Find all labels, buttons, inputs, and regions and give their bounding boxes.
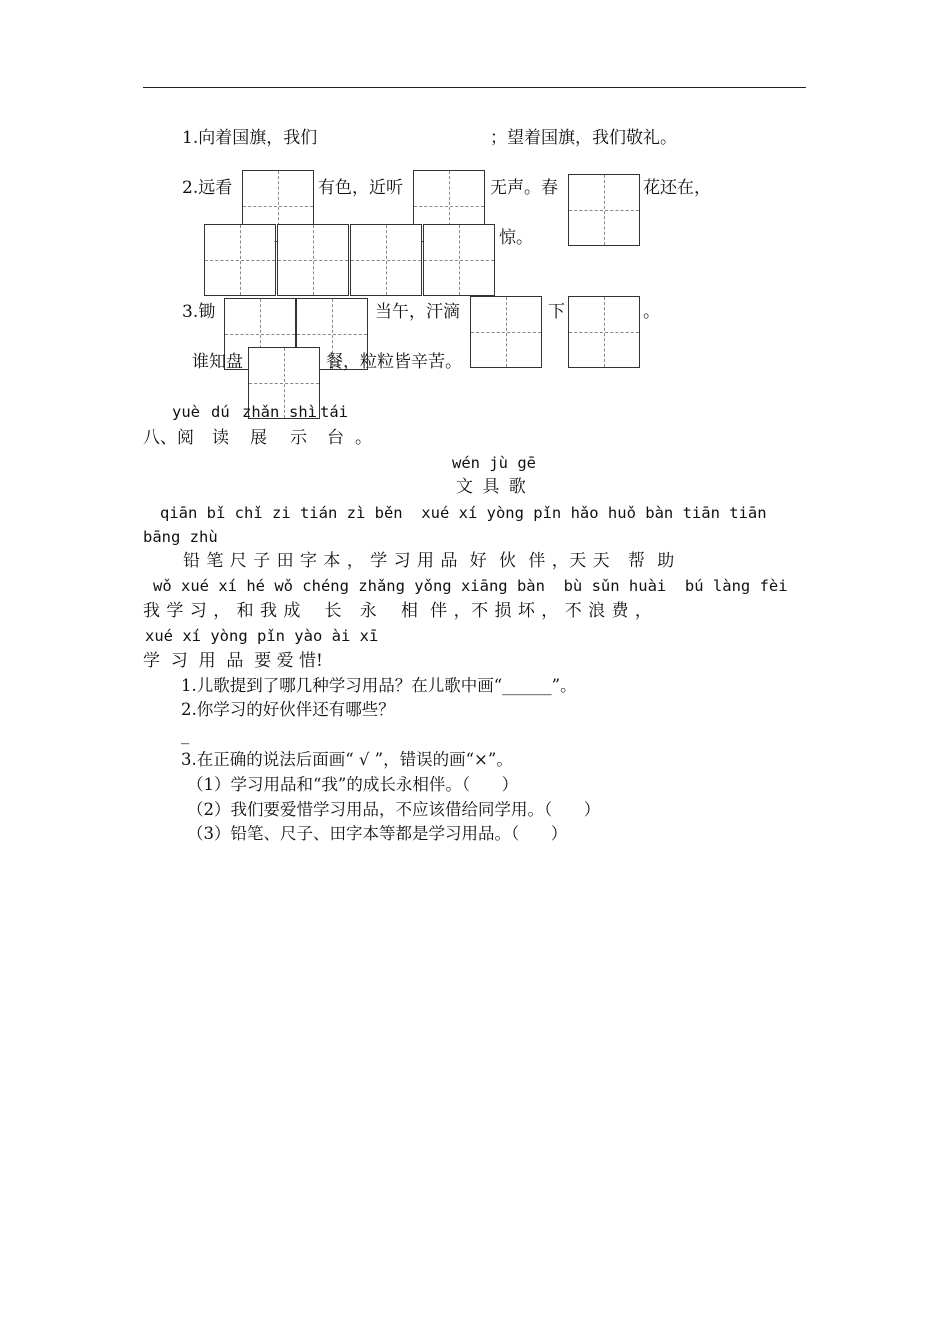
- section8-title-5: 台: [327, 428, 344, 448]
- poem-line2: 我 学 习 ， 和 我 成 长 永 相 伴 ，不 损 坏 ， 不 浪 费 ，: [143, 601, 653, 621]
- poem-line1-pinyin: qiān bǐ chǐ zi tián zì běn xué xí yòng pǐn hǎo huǒ bàn tiān tiān: [160, 504, 767, 522]
- section8-pinyin-4: shì: [289, 403, 317, 421]
- section8-title-2: 读: [212, 428, 229, 448]
- tian-grid-box[interactable]: [277, 224, 349, 296]
- q1-part2: ；望着国旗，我们敬礼。: [490, 128, 677, 148]
- tian-grid-box[interactable]: [423, 224, 495, 296]
- poem-line2-pinyin: wǒ xué xí hé wǒ chéng zhǎng yǒng xiāng bàn bù sǔn huài bú làng fèi: [153, 577, 788, 595]
- tian-grid-box[interactable]: [568, 174, 640, 246]
- question-2-answer-line[interactable]: _: [181, 725, 190, 744]
- poem-line3-pinyin: xué xí yòng pǐn yào ài xī: [145, 627, 379, 645]
- tian-grid-box[interactable]: [204, 224, 276, 296]
- section8-title-6: 。: [355, 428, 372, 448]
- section8-title-1: 八、阅: [143, 428, 194, 448]
- section8-pinyin-2: dú: [211, 403, 230, 421]
- poem-title: 文 具 歌: [456, 477, 528, 497]
- question-2: 2.你学习的好伙伴还有哪些？: [181, 700, 395, 719]
- question-3-item-1: （1）学习用品和“我”的成长永相伴。（ ）: [187, 775, 519, 794]
- q2-number: 2.远看: [182, 178, 233, 198]
- header-rule: [143, 87, 806, 88]
- poem-title-pinyin: wén jù gē: [452, 454, 536, 472]
- section8-pinyin-1: yuè: [172, 403, 200, 421]
- q3-line2-a: 谁知盘: [192, 352, 243, 372]
- question-3: 3.在正确的说法后面画“ √ ”，错误的画“×”。: [181, 750, 513, 769]
- q1-part1: 1.向着国旗，我们: [182, 128, 318, 148]
- poem-line1: 铅 笔 尺 子 田 字 本 ， 学 习 用 品 好 伙 伴 ，天 天 帮 助: [183, 551, 675, 571]
- q2-text-3: 花还在，: [643, 178, 711, 198]
- section8-pinyin-3: zhǎn: [242, 403, 280, 421]
- tian-grid-box[interactable]: [568, 296, 640, 368]
- section8-title-4: 示: [290, 428, 307, 448]
- tian-grid-box[interactable]: [470, 296, 542, 368]
- q3-text-3: 。: [643, 302, 660, 322]
- section8-title-3: 展: [250, 428, 267, 448]
- q3-line2-b: 餐，粒粒皆辛苦。: [326, 352, 462, 372]
- poem-line1b-pinyin: bāng zhù: [143, 528, 218, 546]
- section8-pinyin-5: tái: [320, 403, 348, 421]
- poem-line3: 学 习 用 品 要 爱 惜!: [143, 651, 323, 671]
- tian-grid-box[interactable]: [350, 224, 422, 296]
- q3-number: 3.锄: [182, 302, 216, 322]
- question-3-item-3: （3）铅笔、尺子、田字本等都是学习用品。（ ）: [187, 824, 568, 843]
- q2-text-1: 有色，近听: [318, 178, 403, 198]
- q3-text-2: 下: [548, 302, 565, 322]
- question-3-item-2: （2）我们要爱惜学习用品，不应该借给同学用。（ ）: [187, 800, 601, 819]
- q3-text-1: 当午，汗滴: [375, 302, 460, 322]
- question-1: 1.儿歌提到了哪几种学习用品？在儿歌中画“______”。: [181, 676, 577, 695]
- q2-text-4: 惊。: [499, 228, 533, 248]
- q2-text-2: 无声。春: [490, 178, 558, 198]
